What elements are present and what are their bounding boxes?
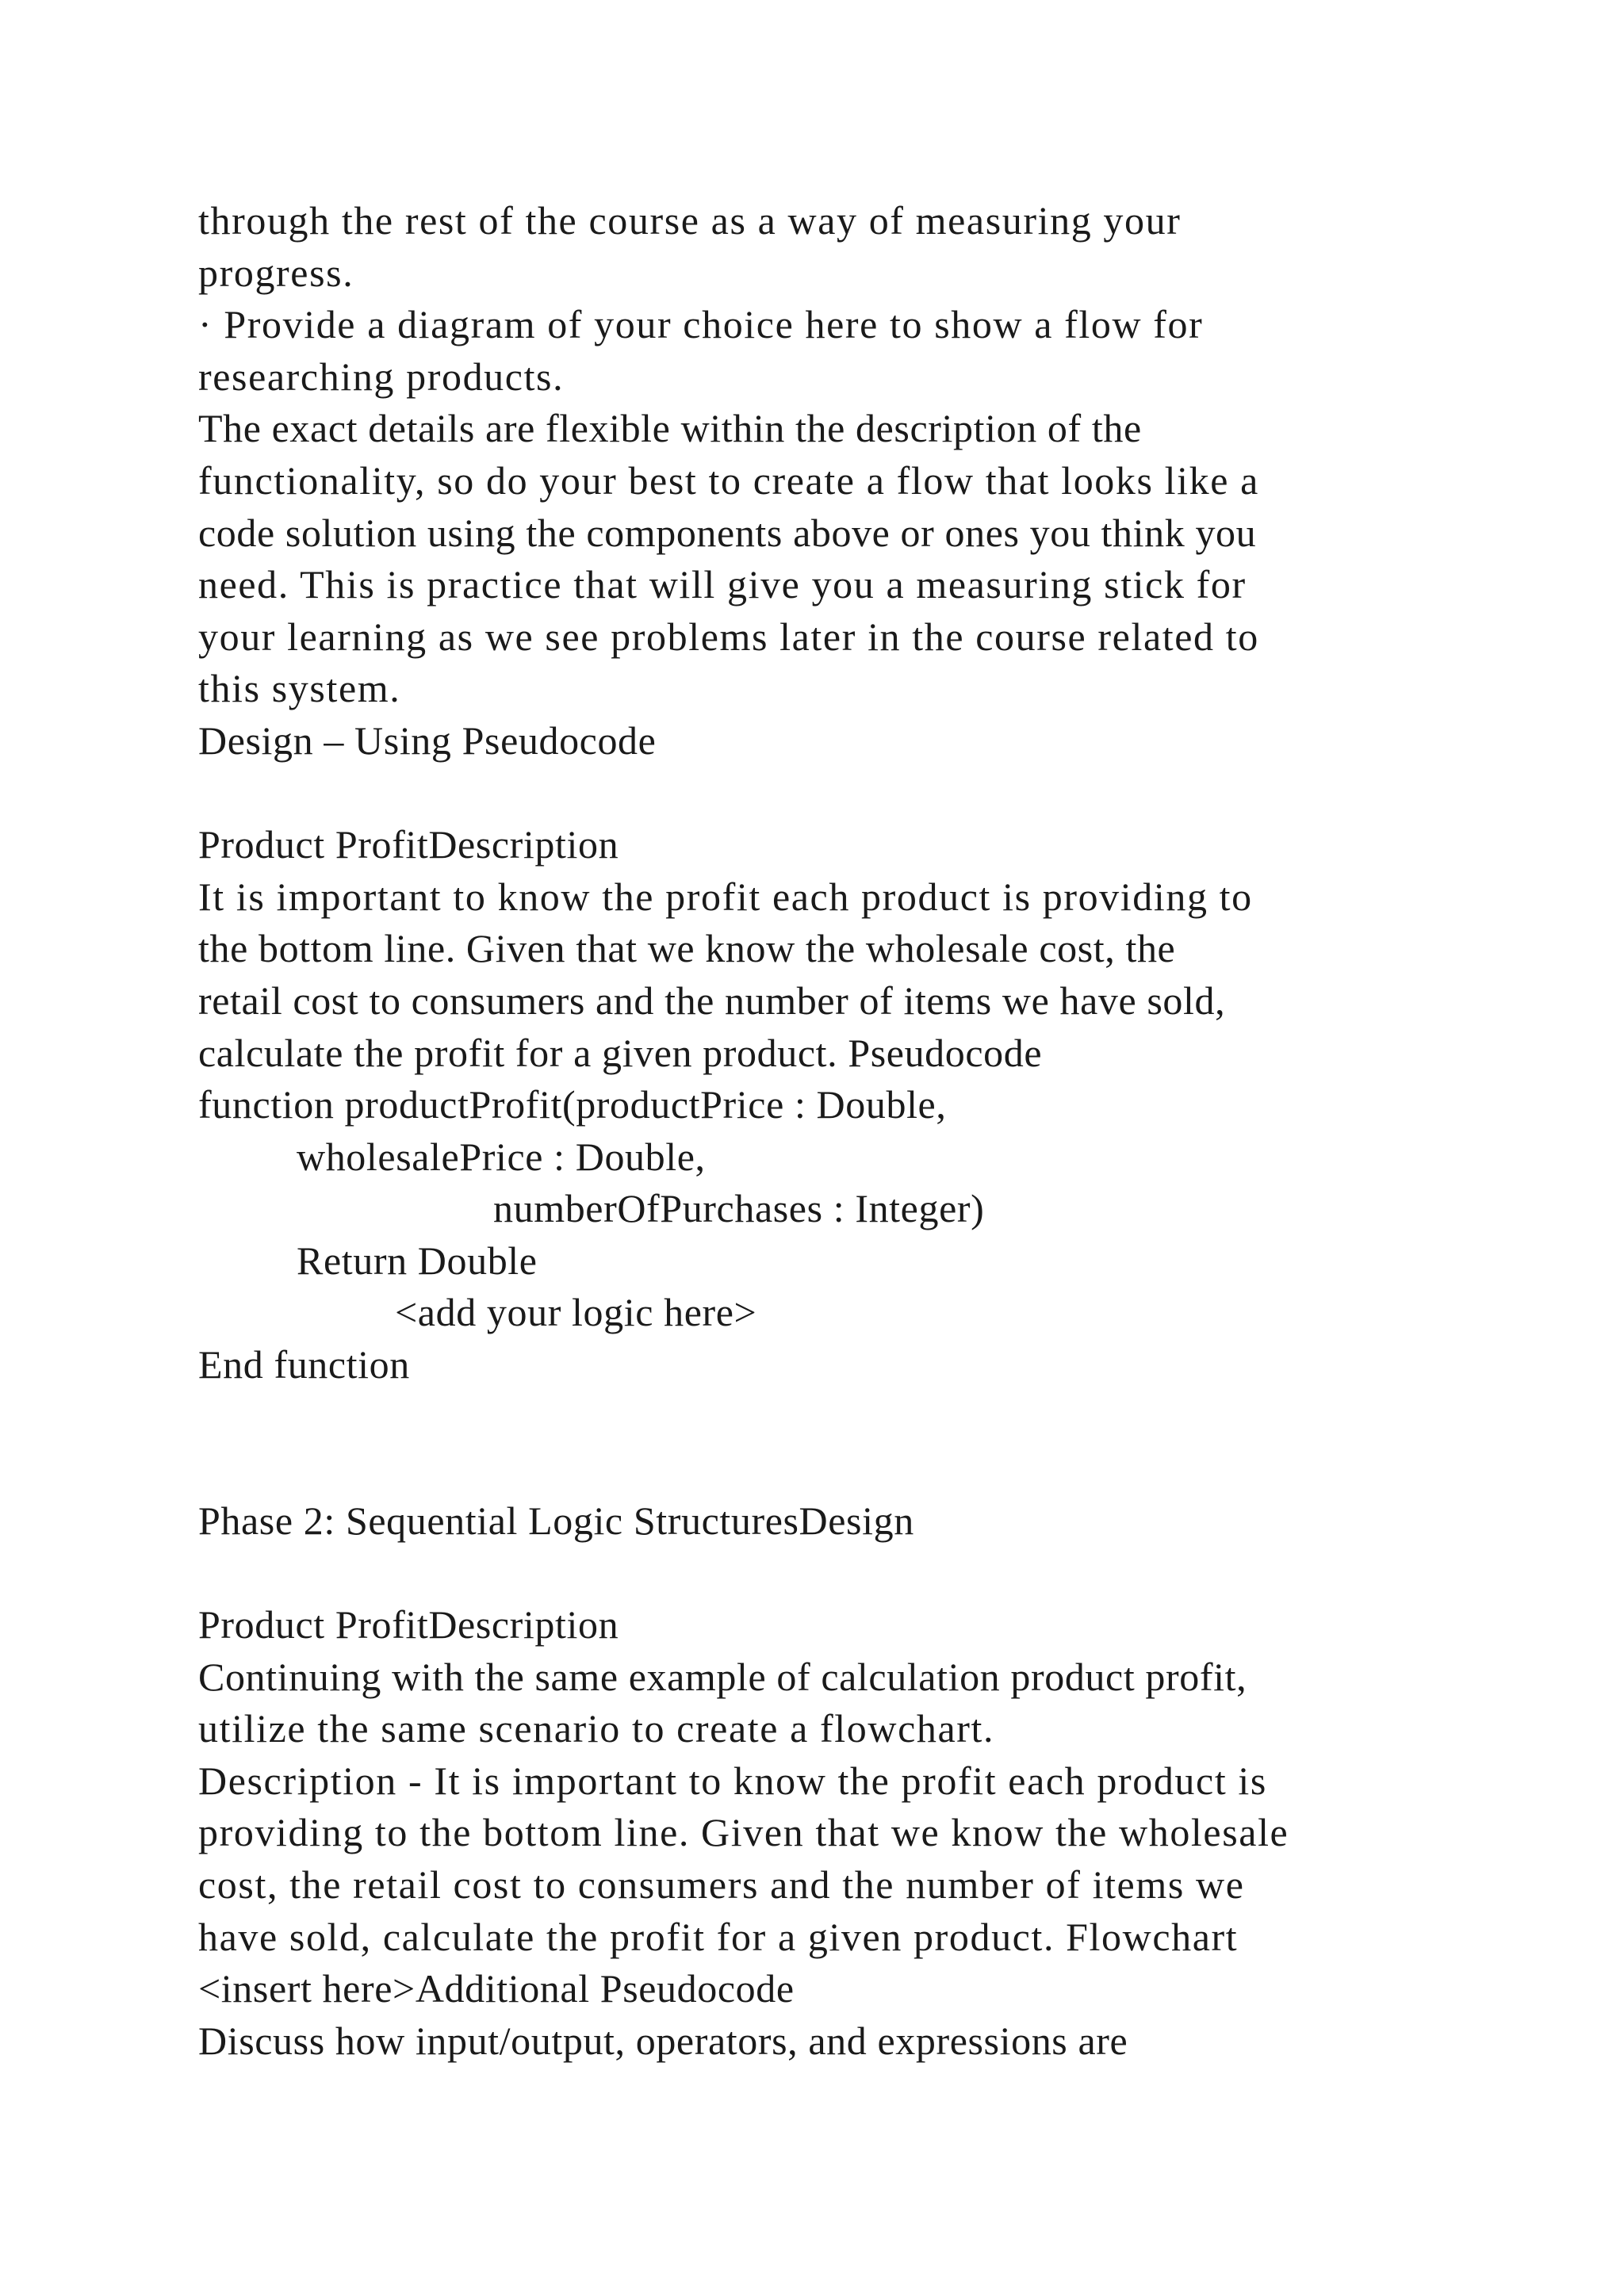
blank-line — [198, 1443, 1483, 1495]
text-line: the bottom line. Given that we know the wholesale cost, the — [198, 926, 1176, 971]
text-line: have sold, calculate the profit for a given product. Flowchart — [198, 1914, 1239, 1959]
text-line: <insert here>Additional Pseudocode — [198, 1966, 795, 2011]
text-line: this system. — [198, 666, 401, 711]
section-heading: Design – Using Pseudocode — [198, 718, 657, 763]
text-line: utilize the same scenario to create a flowchart. — [198, 1706, 995, 1751]
text-line: It is important to know the profit each product is providing to — [198, 874, 1253, 919]
code-line: Return Double — [297, 1238, 538, 1283]
code-line: End function — [198, 1342, 410, 1387]
subsection-heading: Product ProfitDescription — [198, 1602, 619, 1647]
text-line: cost, the retail cost to consumers and the number of items we — [198, 1862, 1245, 1907]
text-line: your learning as we see problems later in the course related to — [198, 614, 1259, 659]
text-line: Description - It is important to know the profit each product is — [198, 1758, 1267, 1803]
bullet-line: · Provide a diagram of your choice here to show a flow for — [198, 302, 1204, 347]
code-line: function productProfit(productPrice : Double, — [198, 1082, 947, 1127]
text-line: Continuing with the same example of calculation product profit, — [198, 1654, 1247, 1699]
blank-line — [198, 1547, 1483, 1599]
code-line: <add your logic here> — [395, 1290, 757, 1335]
text-line: functionality, so do your best to create a flow that looks like a — [198, 457, 1259, 503]
text-line: Discuss how input/output, operators, and expressions are — [198, 2018, 1128, 2063]
text-line: calculate the profit for a given product. Pseudocode — [198, 1030, 1043, 1075]
subsection-heading: Product ProfitDescription — [198, 822, 619, 867]
section-heading: Phase 2: Sequential Logic StructuresDesign — [198, 1498, 914, 1543]
code-line: wholesalePrice : Double, — [297, 1134, 706, 1179]
text-line: progress. — [198, 250, 354, 295]
document-body — [198, 195, 1483, 2067]
text-line: retail cost to consumers and the number of items we have sold, — [198, 978, 1226, 1023]
text-line: code solution using the components above or ones you think you — [198, 510, 1257, 555]
text-line: The exact details are flexible within the description of the — [198, 406, 1142, 451]
text-line: through the rest of the course as a way of measuring your — [198, 198, 1182, 243]
text-line: need. This is practice that will give you a measuring stick for — [198, 562, 1247, 607]
code-line: numberOfPurchases : Integer) — [493, 1186, 985, 1231]
blank-line — [198, 767, 1483, 820]
blank-line — [198, 1391, 1483, 1444]
text-line: researching products. — [198, 354, 565, 399]
text-line: providing to the bottom line. Given that we know the wholesale — [198, 1810, 1289, 1855]
